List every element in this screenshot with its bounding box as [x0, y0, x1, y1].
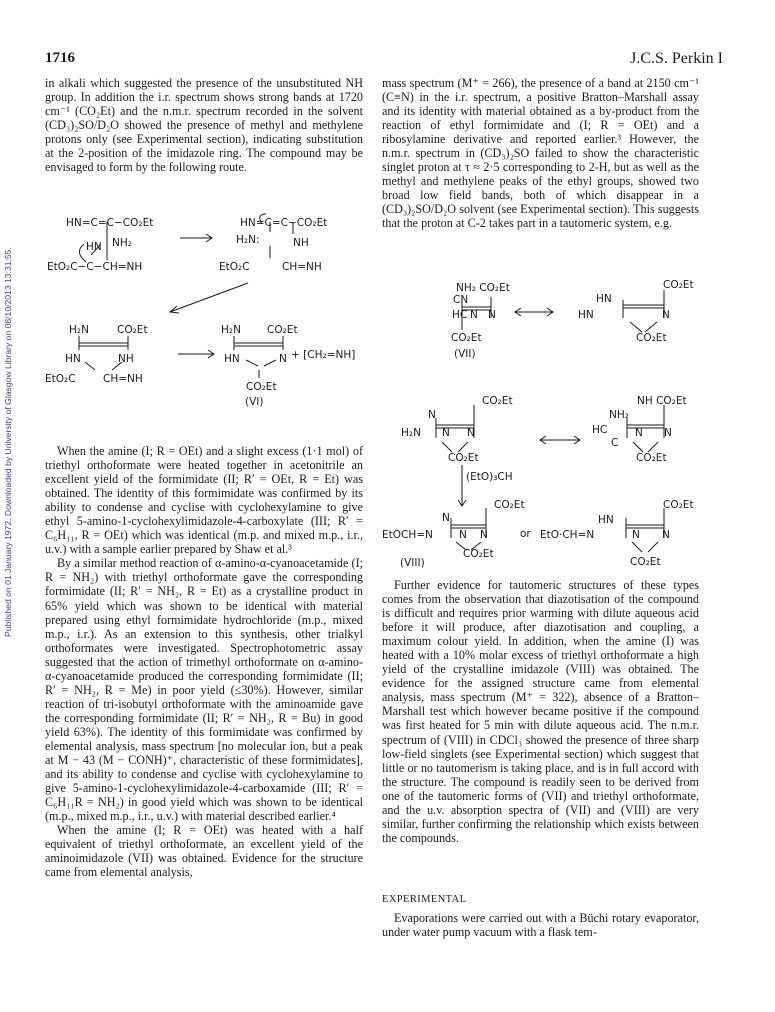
a-n2: N — [488, 309, 496, 321]
b-hn2: HN — [578, 309, 594, 321]
bond-line — [442, 442, 452, 452]
s2-ch: CH=NH — [282, 261, 322, 273]
s3-ch: CH=NH — [103, 373, 143, 385]
d-nh-co2et: NH CO₂Et — [637, 395, 687, 407]
d-hc: HC — [592, 424, 608, 436]
left-paragraph-4: When the amine (I; R = OEt) was heated with a half equivalent of triethyl orthoformate, an excellent yield of the aminoimidazole (VII) was obtained. Evidence for the structure came from elemental analysis, — [45, 823, 363, 880]
s1-top: HN=C=C−CO₂Et — [66, 217, 154, 229]
reagent-label: (EtO)₃CH — [466, 471, 513, 483]
f-co2et: CO₂Et — [663, 499, 694, 511]
f-hn: HN — [598, 514, 614, 526]
a-n1: N — [470, 309, 478, 321]
d-n2: N — [664, 427, 672, 439]
s3-hn: HN — [65, 353, 81, 365]
s4-hn: HN — [224, 353, 240, 365]
e-n: N — [442, 512, 450, 524]
s1-nh2: NH₂ — [112, 237, 132, 249]
experimental-paragraph: Evaporations were carried out with a Büchi rotary evaporator, under water pump vacuum with a flask tem- — [382, 911, 699, 940]
f-n2: N — [662, 529, 670, 541]
d-n: N — [635, 427, 643, 439]
s3-co2et: CO₂Et — [117, 324, 148, 336]
label-VI: (VI) — [245, 396, 264, 408]
bond-line — [458, 442, 468, 452]
f-etoch: EtO·CH=N — [540, 529, 595, 541]
c-n: N — [428, 409, 436, 421]
b-co2et-top: CO₂Et — [663, 279, 694, 291]
a-nh2co2et: NH₂ CO₂Et — [456, 282, 510, 294]
a-co2et: CO₂Et — [451, 332, 482, 344]
s1-bottom: EtO₂C−C−CH=NH — [47, 261, 143, 273]
bond-line — [645, 322, 657, 332]
experimental-heading: EXPERIMENTAL — [382, 894, 467, 905]
a-cn: CN — [453, 294, 469, 306]
f-co2et2: CO₂Et — [630, 556, 661, 568]
s3-nh: NH — [118, 353, 134, 365]
f-n: N — [632, 529, 640, 541]
c-n2: N — [442, 427, 450, 439]
bond-line — [632, 542, 642, 552]
s2-bottom: EtO₂C — [219, 261, 250, 273]
left-paragraph-3: By a similar method reaction of α-amino-α-cyanoacetamide (I; R = NH₂) with triethyl orthoformate gave the corresponding formimidate (II; R′ = NH₂, R = Et) as a crystalline product in 65% yield which was shown to be identical with material prepared using ethyl formimidate hydrochloride (m.p., mixed m.p., i.r.). As an extension to this synthesis, other trialkyl orthoformates were investigated. Spectrophotometric assay suggested that the action of trimethyl orthoformate on α-amino-α-cyanoacetamide produced the corresponding formimidate (II; R′ = NH₂, R = Me) in poor yield (≤30%). However, similar reaction of tri-isobutyl orthoformate with the aminoamide gave the corresponding formimidate (II; R′ = NH₂, R = Bu) in good yield 63%). The identity of this formimidate was confirmed by elemental analysis, mass spectrum [no molecular ion, but a peak at M − 43 (M − CONH)⁺, characteristic of these formimidates], and its ability to condense and cyclise with cyclohexylamine to give 5-amino-1-cyclohexylimidazole-4-carboxamide (III; R′ = C₆H₁₁R = NH₂) in good yield which was shown to be identical (m.p., mixed m.p., i.r., u.v.) with material described earlier.⁴ — [45, 556, 363, 824]
s4-co2et: CO₂Et — [267, 324, 298, 336]
e-co2et: CO₂Et — [494, 499, 525, 511]
s3-eto2c: EtO₂C — [45, 373, 76, 385]
download-notice-text: Published on 01 January 1972. Downloaded by University of Glasgow Library on 08/10/2013 13:31:55. — [3, 247, 13, 637]
journal-title: J.C.S. Perkin I — [630, 50, 723, 67]
left-paragraph-1: in alkali which suggested the presence of the unsubstituted NH group. In addition the i.r. spectrum shows strong bands at 1720 cm⁻¹ (CO₂Et) and the n.m.r. spectrum recorded in the solvent (CD₃)₂SO/D₂O showed the presence of methyl and methylene protons only (see Experimental section), indicating substitution at the 2-position of the imidazole ring. The compound may be envisaged to form by the following route. — [45, 76, 363, 175]
bond-line — [648, 542, 658, 552]
s2-nh: NH — [293, 237, 309, 249]
bond-line — [630, 322, 642, 332]
s2-h2n: H₂N: — [236, 234, 260, 246]
page-number: 1716 — [45, 50, 75, 66]
s4-bottom: CO₂Et — [246, 381, 277, 393]
right-paragraph-2: Further evidence for tautomeric structures of these types comes from the observation that diazotisation of the compound is difficult and requires prior warming with dilute aqueous acid before it will produce, after diazotisation and coupling, a maximum colour yield. In addition, when the amine (I) was heated with a 10% molar excess of triethyl orthoformate a high yield of the crystalline imidazole (VIII) was obtained. The evidence for the assigned structure came from elemental analysis, mass spectrum (M⁺ = 322), absence of a Bratton–Marshall test which however became positive if the compound was first heated for 5 min with dilute aqueous acid. The n.m.r. spectrum of (VIII) in CDCl₃ showed the presence of three sharp low-field singlets (see Experimental section) which suggest that little or no tautomerism is taking place, and is in full accord with the structure. The compound is readily seen to be derived from one of the tautomeric forms of (VII) and triethyl orthoformate, and the u.v. absorption spectra of (VII) and (VIII) are very similar, further confirming the relationship which exists between the compounds. — [382, 578, 699, 845]
s3-h2n: H₂N — [69, 324, 89, 336]
or-label: or — [520, 528, 531, 540]
a-hc: HC — [452, 309, 468, 321]
b-hn: HN — [596, 293, 612, 305]
e-n2: N — [459, 529, 467, 541]
d-nh2: NH₂ — [609, 409, 629, 421]
s1-hn: HN — [86, 241, 102, 253]
e-etoch: EtOCH=N — [382, 529, 433, 541]
e-n3: N — [480, 529, 488, 541]
e-co2et2: CO₂Et — [463, 548, 494, 560]
d-co2et: CO₂Et — [636, 452, 667, 464]
c-h2n: H₂N — [401, 427, 421, 439]
bond-line — [648, 442, 658, 452]
c-co2et: CO₂Et — [482, 395, 513, 407]
b-n: N — [662, 309, 670, 321]
s4-n: N — [279, 353, 287, 365]
c-co2et2: CO₂Et — [448, 452, 479, 464]
right-paragraph-1: mass spectrum (M⁺ = 266), the presence of a band at 2150 cm⁻¹ (C≡N) in the i.r. spectrum, a positive Bratton–Marshall assay and its identity with material obtained as a by-product from the reaction of ethyl formimidate and (I; R = OEt) and a ribosylamine derivative and reported earlier.³ However, the n.m.r. spectrum in (CD₃)₂SO failed to show the characteristic singlet proton at τ ≈ 2·5 corresponding to 2-H, but as well as the methyl and methylene peaks of the ethyl groups, showed two broad low field bands, both of which disappear in a (CD₃)₂SO/D₂O solvent (see Experimental section). This suggests that the proton at C-2 takes part in a tautomeric system, e.g. — [382, 76, 699, 231]
left-paragraph-2: When the amine (I; R = OEt) and a slight excess (1·1 mol) of triethyl orthoformate were heated together in acetonitrile an excellent yield of the formimidate (II; R′ = OEt, R = Et) was obtained. The identity of this formimidate was confirmed by its ability to condense and cyclise with cyclohexylamine to give ethyl 5-amino-1-cyclohexylimidazole-4-carboxylate (III; R′ = C₆H₁₁, R = OEt) which was identical (m.p. and mixed m.p., i.r., u.v.) with a sample earlier prepared by Shaw et al.³ — [45, 444, 363, 557]
s4-h2n: H₂N — [221, 324, 241, 336]
c-n3: N — [467, 427, 475, 439]
d-c: C — [611, 437, 619, 449]
b-co2et: CO₂Et — [636, 332, 667, 344]
label-VII: (VII) — [454, 348, 476, 360]
s4-plus: + [CH₂=NH] — [291, 349, 356, 361]
bond-line — [633, 442, 643, 452]
label-VIII: (VIII) — [400, 557, 425, 569]
s2-top: HN=C=C−CO₂Et — [240, 217, 328, 229]
